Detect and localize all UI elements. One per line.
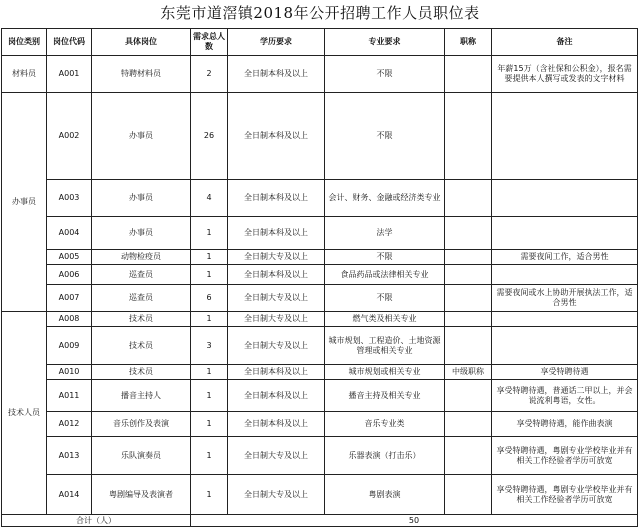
position-cell: 乐队演奏员 [92,437,191,475]
education-cell: 全日制本科及以上 [228,365,325,380]
rank-cell [445,285,492,312]
major-cell: 食品药品或法律相关专业 [325,265,445,285]
education-cell: 全日制大专及以上 [228,285,325,312]
count-cell: 1 [191,475,228,515]
education-cell: 全日制本科及以上 [228,93,325,180]
count-cell: 1 [191,365,228,380]
count-cell: 6 [191,285,228,312]
header-code: 岗位代码 [47,29,92,56]
education-cell: 全日制大专及以上 [228,327,325,365]
code-cell: A009 [47,327,92,365]
table-row [2,412,638,437]
header-major: 专业要求 [325,29,445,56]
note-cell: 需要夜间工作，适合男性 [492,250,638,265]
rank-cell [445,56,492,93]
table-row [2,475,638,515]
position-cell: 办事员 [92,93,191,180]
code-cell: A004 [47,217,92,250]
rank-cell [445,250,492,265]
note-cell: 享受特聘待遇，能作曲表演 [492,412,638,437]
table-row [2,265,638,285]
code-cell: A011 [47,380,92,412]
rank-cell [445,180,492,217]
code-cell: A006 [47,265,92,285]
position-cell: 巡查员 [92,285,191,312]
note-cell: 需要夜间或水上协助开展执法工作，适合男性 [492,285,638,312]
count-cell: 26 [191,93,228,180]
positions-table [1,28,638,527]
rank-cell [445,217,492,250]
education-cell: 全日制大专及以上 [228,437,325,475]
header-row [2,29,638,56]
rank-cell [445,93,492,180]
position-cell: 技术员 [92,327,191,365]
page-title: 东莞市道滘镇2018年公开招聘工作人员职位表 [160,4,480,22]
note-cell [492,217,638,250]
code-cell: A001 [47,56,92,93]
table-row [2,365,638,380]
education-cell: 全日制本科及以上 [228,180,325,217]
header-education: 学历要求 [228,29,325,56]
major-cell: 不限 [325,56,445,93]
rank-cell [445,312,492,327]
count-cell: 4 [191,180,228,217]
count-cell: 3 [191,327,228,365]
education-cell: 全日制本科及以上 [228,380,325,412]
education-cell: 全日制本科及以上 [228,56,325,93]
position-cell: 播音主持人 [92,380,191,412]
position-cell: 巡查员 [92,265,191,285]
education-cell: 全日制大专及以上 [228,312,325,327]
note-cell: 享受特聘待遇，普通话二甲以上，并会说流利粤语，女性。 [492,380,638,412]
major-cell: 播音主持及相关专业 [325,380,445,412]
major-cell: 音乐专业类 [325,412,445,437]
rank-cell [445,475,492,515]
position-cell: 技术员 [92,312,191,327]
major-cell: 不限 [325,93,445,180]
position-cell: 音乐创作及表演 [92,412,191,437]
rank-cell [445,265,492,285]
rank-cell [445,412,492,437]
table-row [2,285,638,312]
header-rank: 职称 [445,29,492,56]
code-cell: A005 [47,250,92,265]
table-row [2,437,638,475]
table-row [2,312,638,327]
table-row [2,93,638,180]
rank-cell [445,380,492,412]
position-cell: 动物检疫员 [92,250,191,265]
total-value: 50 [191,515,638,527]
position-cell: 技术员 [92,365,191,380]
rank-cell [445,327,492,365]
note-cell: 享受特聘待遇，粤剧专业学校毕业并有相关工作经验者学历可放宽 [492,475,638,515]
count-cell: 1 [191,250,228,265]
category-cell: 材料员 [2,56,47,93]
major-cell: 不限 [325,285,445,312]
category-cell: 办事员 [2,93,47,312]
education-cell: 全日制大专及以上 [228,250,325,265]
count-cell: 1 [191,437,228,475]
table-row [2,180,638,217]
major-cell: 城市规划或相关专业 [325,365,445,380]
code-cell: A013 [47,437,92,475]
note-cell: 享受特聘待遇 [492,365,638,380]
note-cell [492,312,638,327]
code-cell: A008 [47,312,92,327]
major-cell: 不限 [325,250,445,265]
table-row [2,250,638,265]
category-cell: 技术人员 [2,312,47,515]
note-cell [492,180,638,217]
major-cell: 法学 [325,217,445,250]
table-row [2,327,638,365]
major-cell: 乐器表演（打击乐） [325,437,445,475]
code-cell: A003 [47,180,92,217]
position-cell: 办事员 [92,180,191,217]
code-cell: A014 [47,475,92,515]
header-category: 岗位类别 [2,29,47,56]
count-cell: 2 [191,56,228,93]
count-cell: 1 [191,265,228,285]
code-cell: A010 [47,365,92,380]
note-cell: 享受特聘待遇，粤剧专业学校毕业并有相关工作经验者学历可放宽 [492,437,638,475]
code-cell: A002 [47,93,92,180]
count-cell: 1 [191,412,228,437]
major-cell: 城市规划、工程造价、土地资源管理或相关专业 [325,327,445,365]
total-row [2,515,638,527]
table-row [2,56,638,93]
rank-cell [445,437,492,475]
table-row [2,217,638,250]
note-cell [492,265,638,285]
note-cell [492,93,638,180]
count-cell: 1 [191,312,228,327]
rank-cell: 中级职称 [445,365,492,380]
total-label: 合计（人） [2,515,191,527]
education-cell: 全日制本科及以上 [228,412,325,437]
header-note: 备注 [492,29,638,56]
education-cell: 全日制本科及以上 [228,217,325,250]
position-cell: 特聘材料员 [92,56,191,93]
education-cell: 全日制本科及以上 [228,265,325,285]
table-row [2,380,638,412]
code-cell: A007 [47,285,92,312]
position-cell: 粤剧编导及表演者 [92,475,191,515]
position-cell: 办事员 [92,217,191,250]
code-cell: A012 [47,412,92,437]
major-cell: 会计、财务、金融或经济类专业 [325,180,445,217]
count-cell: 1 [191,380,228,412]
major-cell: 燃气类及相关专业 [325,312,445,327]
note-cell [492,327,638,365]
count-cell: 1 [191,217,228,250]
header-count: 需求总人数 [191,29,228,56]
header-position: 具体岗位 [92,29,191,56]
major-cell: 粤剧表演 [325,475,445,515]
note-cell: 年薪15万（含社保和公积金），报名需要提供本人撰写或发表的文字材料 [492,56,638,93]
education-cell: 全日制大专及以上 [228,475,325,515]
